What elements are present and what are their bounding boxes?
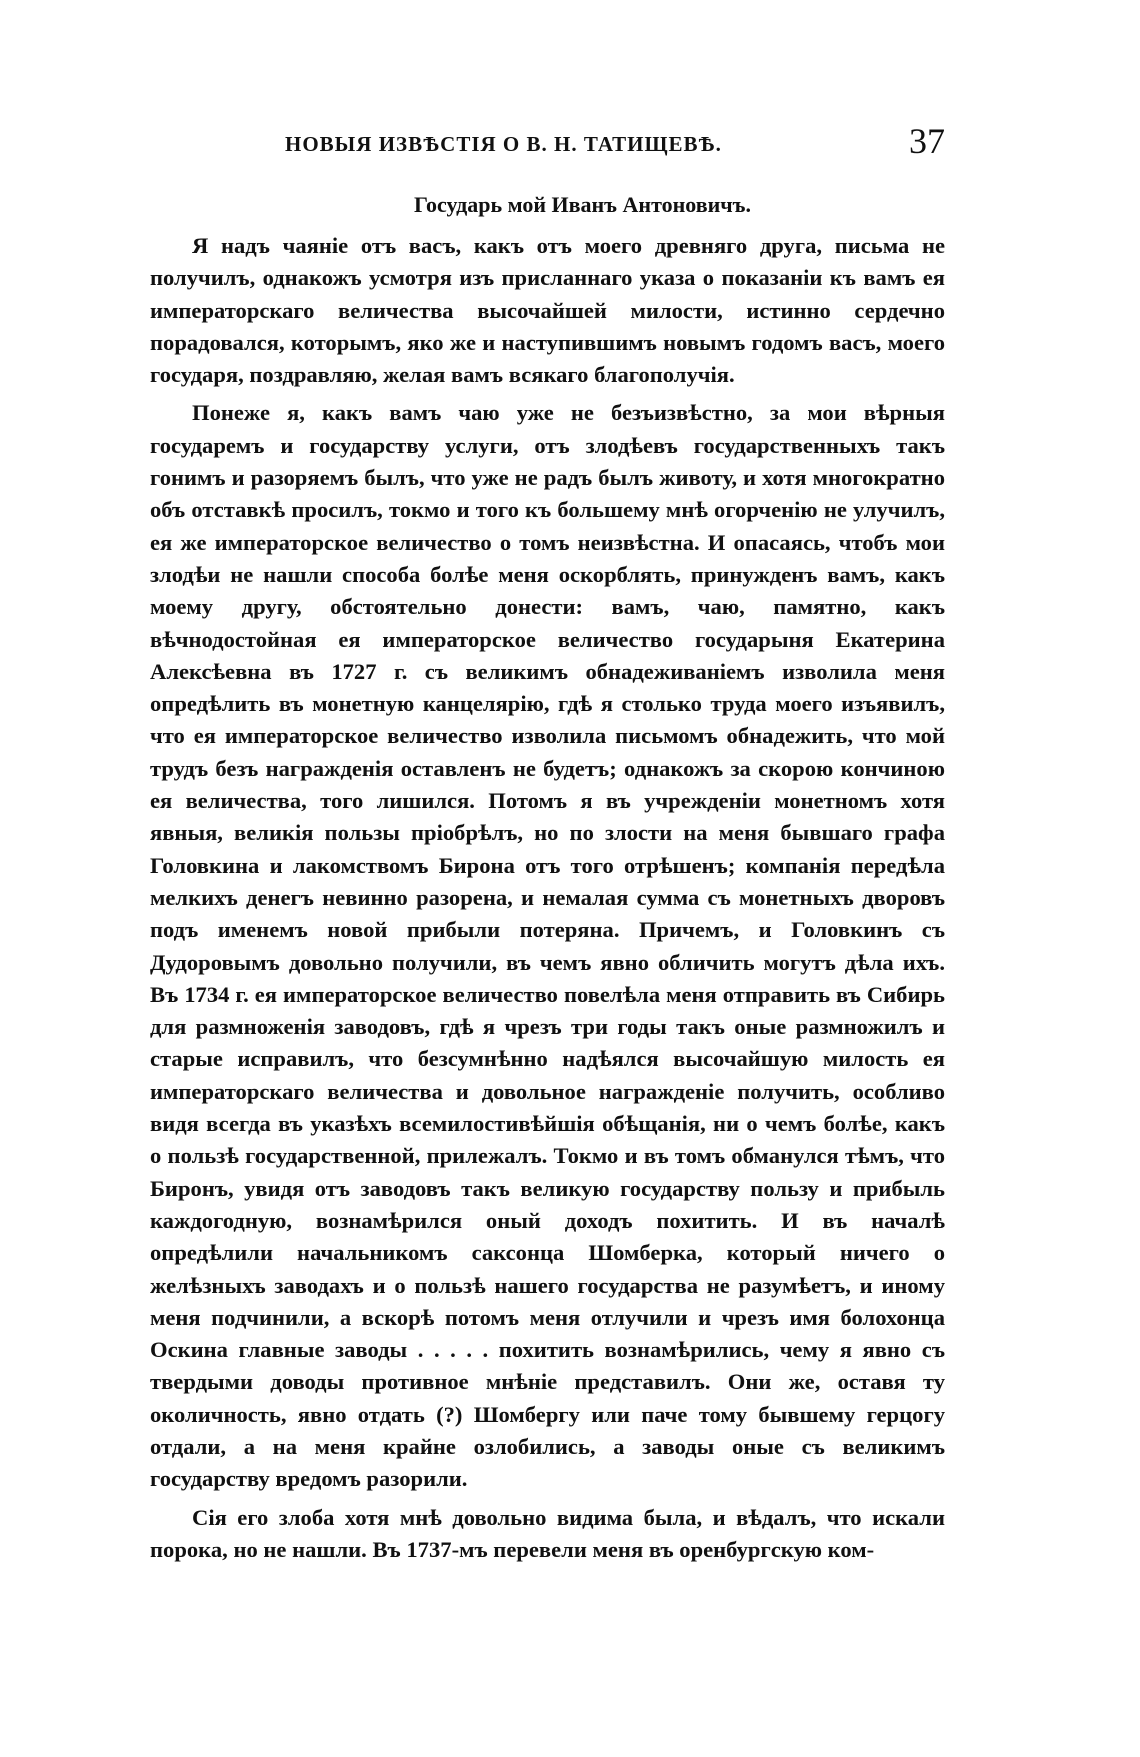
letter-salutation: Государь мой Иванъ Антоновичъ. bbox=[413, 192, 751, 217]
page-header bbox=[150, 121, 945, 172]
book-page bbox=[150, 121, 945, 1566]
paragraph-2: Понеже я, какъ вамъ чаю уже не безъизвѣстно, за мои вѣрныя государемъ и государству услуги, отъ злодѣевъ государственныхъ такъ гонимъ и разоряемъ былъ, что уже не радъ былъ животу, и хотя многократно объ отставкѣ просилъ, токмо и того къ большему мнѣ огорченію не улучилъ, ея же императорское величество о томъ неизвѣстна. И опасаясь, чтобъ мои злодѣи не нашли способа болѣе меня оскорблять, принужденъ вамъ, какъ моему другу, обстоятельно донести: вамъ, чаю, памятно, какъ вѣчнодостойная ея императорское величество государыня Екатерина Алексѣевна въ 1727 г. съ великимъ обнадеживаніемъ изволила меня опредѣлить въ монетную канцелярію, гдѣ я столько труда моего изъявилъ, что ея императорское величество изволила письмомъ обнадежить, что мой трудъ безъ награжденія оставленъ не будетъ; однакожъ за скорою кончиною ея величества, того лишился. Потомъ я въ учрежденіи монетномъ хотя явныя, великія пользы пріобрѣлъ, но по злости на меня бывшаго графа Головкина и лакомствомъ Бирона отъ того отрѣшенъ; компанія передѣла мелкихъ денегъ невинно разорена, и немалая сумма съ монетныхъ дворовъ подъ именемъ новой прибыли потеряна. Причемъ, и Головкинъ съ Дудоровымъ довольно получили, въ чемъ явно обличить могутъ дѣла ихъ. Въ 1734 г. ея императорское величество повелѣла меня отправить въ Сибирь для размноженія заводовъ, гдѣ я чрезъ три годы такъ оные размножилъ и старые исправилъ, что безсумнѣнно надѣялся высочайшую милость ея императорскаго величества и довольное награжденіе получить, особливо видя всегда въ указѣхъ всемилостивѣйшія обѣщанія, ни о чемъ болѣе, какъ о пользѣ государственной, прилежалъ. Токмо и въ томъ обманулся тѣмъ, что Биронъ, увидя отъ заводовъ такъ великую государству пользу и прибыль каждогодную, вознамѣрился оный доходъ похитить. И въ началѣ опредѣлили начальникомъ саксонца Шомберка, который ничего о желѣзныхъ заводахъ и о пользѣ нашего государства не разумѣетъ, и иному меня подчинили, а вскорѣ потомъ меня отлучили и чрезъ имя болохонца Оскина главные заводы . . . . . похитить вознамѣрились, чему я явно съ твердыми доводы противное мнѣніе представилъ. Они же, оставя ту околичность, явно отдать (?) Шомбергу или паче тому бывшему герцогу отдали, а на меня крайне озлобились, а заводы оные съ великимъ государству вредомъ разорили. bbox=[150, 400, 945, 1492]
running-head: НОВЫЯ ИЗВѢСТІЯ О В. Н. ТАТИЩЕВѢ. bbox=[285, 132, 722, 156]
page-number: 37 bbox=[909, 121, 945, 161]
paragraph-3: Сія его злоба хотя мнѣ довольно видима была, и вѣдалъ, что искали порока, но не нашли. Въ 1737-мъ перевели меня въ оренбургскую ком- bbox=[150, 1504, 945, 1562]
paragraph-1: Я надъ чаяніе отъ васъ, какъ отъ моего древняго друга, письма не получилъ, однакожъ усмотря изъ присланнаго указа о показаніи къ вамъ ея императорскаго величества высочайшей милости, истинно сердечно порадовался, которымъ, яко же и наступившимъ новымъ годомъ васъ, моего государя, поздравляю, желая вамъ всякаго благополучія. bbox=[150, 233, 945, 388]
